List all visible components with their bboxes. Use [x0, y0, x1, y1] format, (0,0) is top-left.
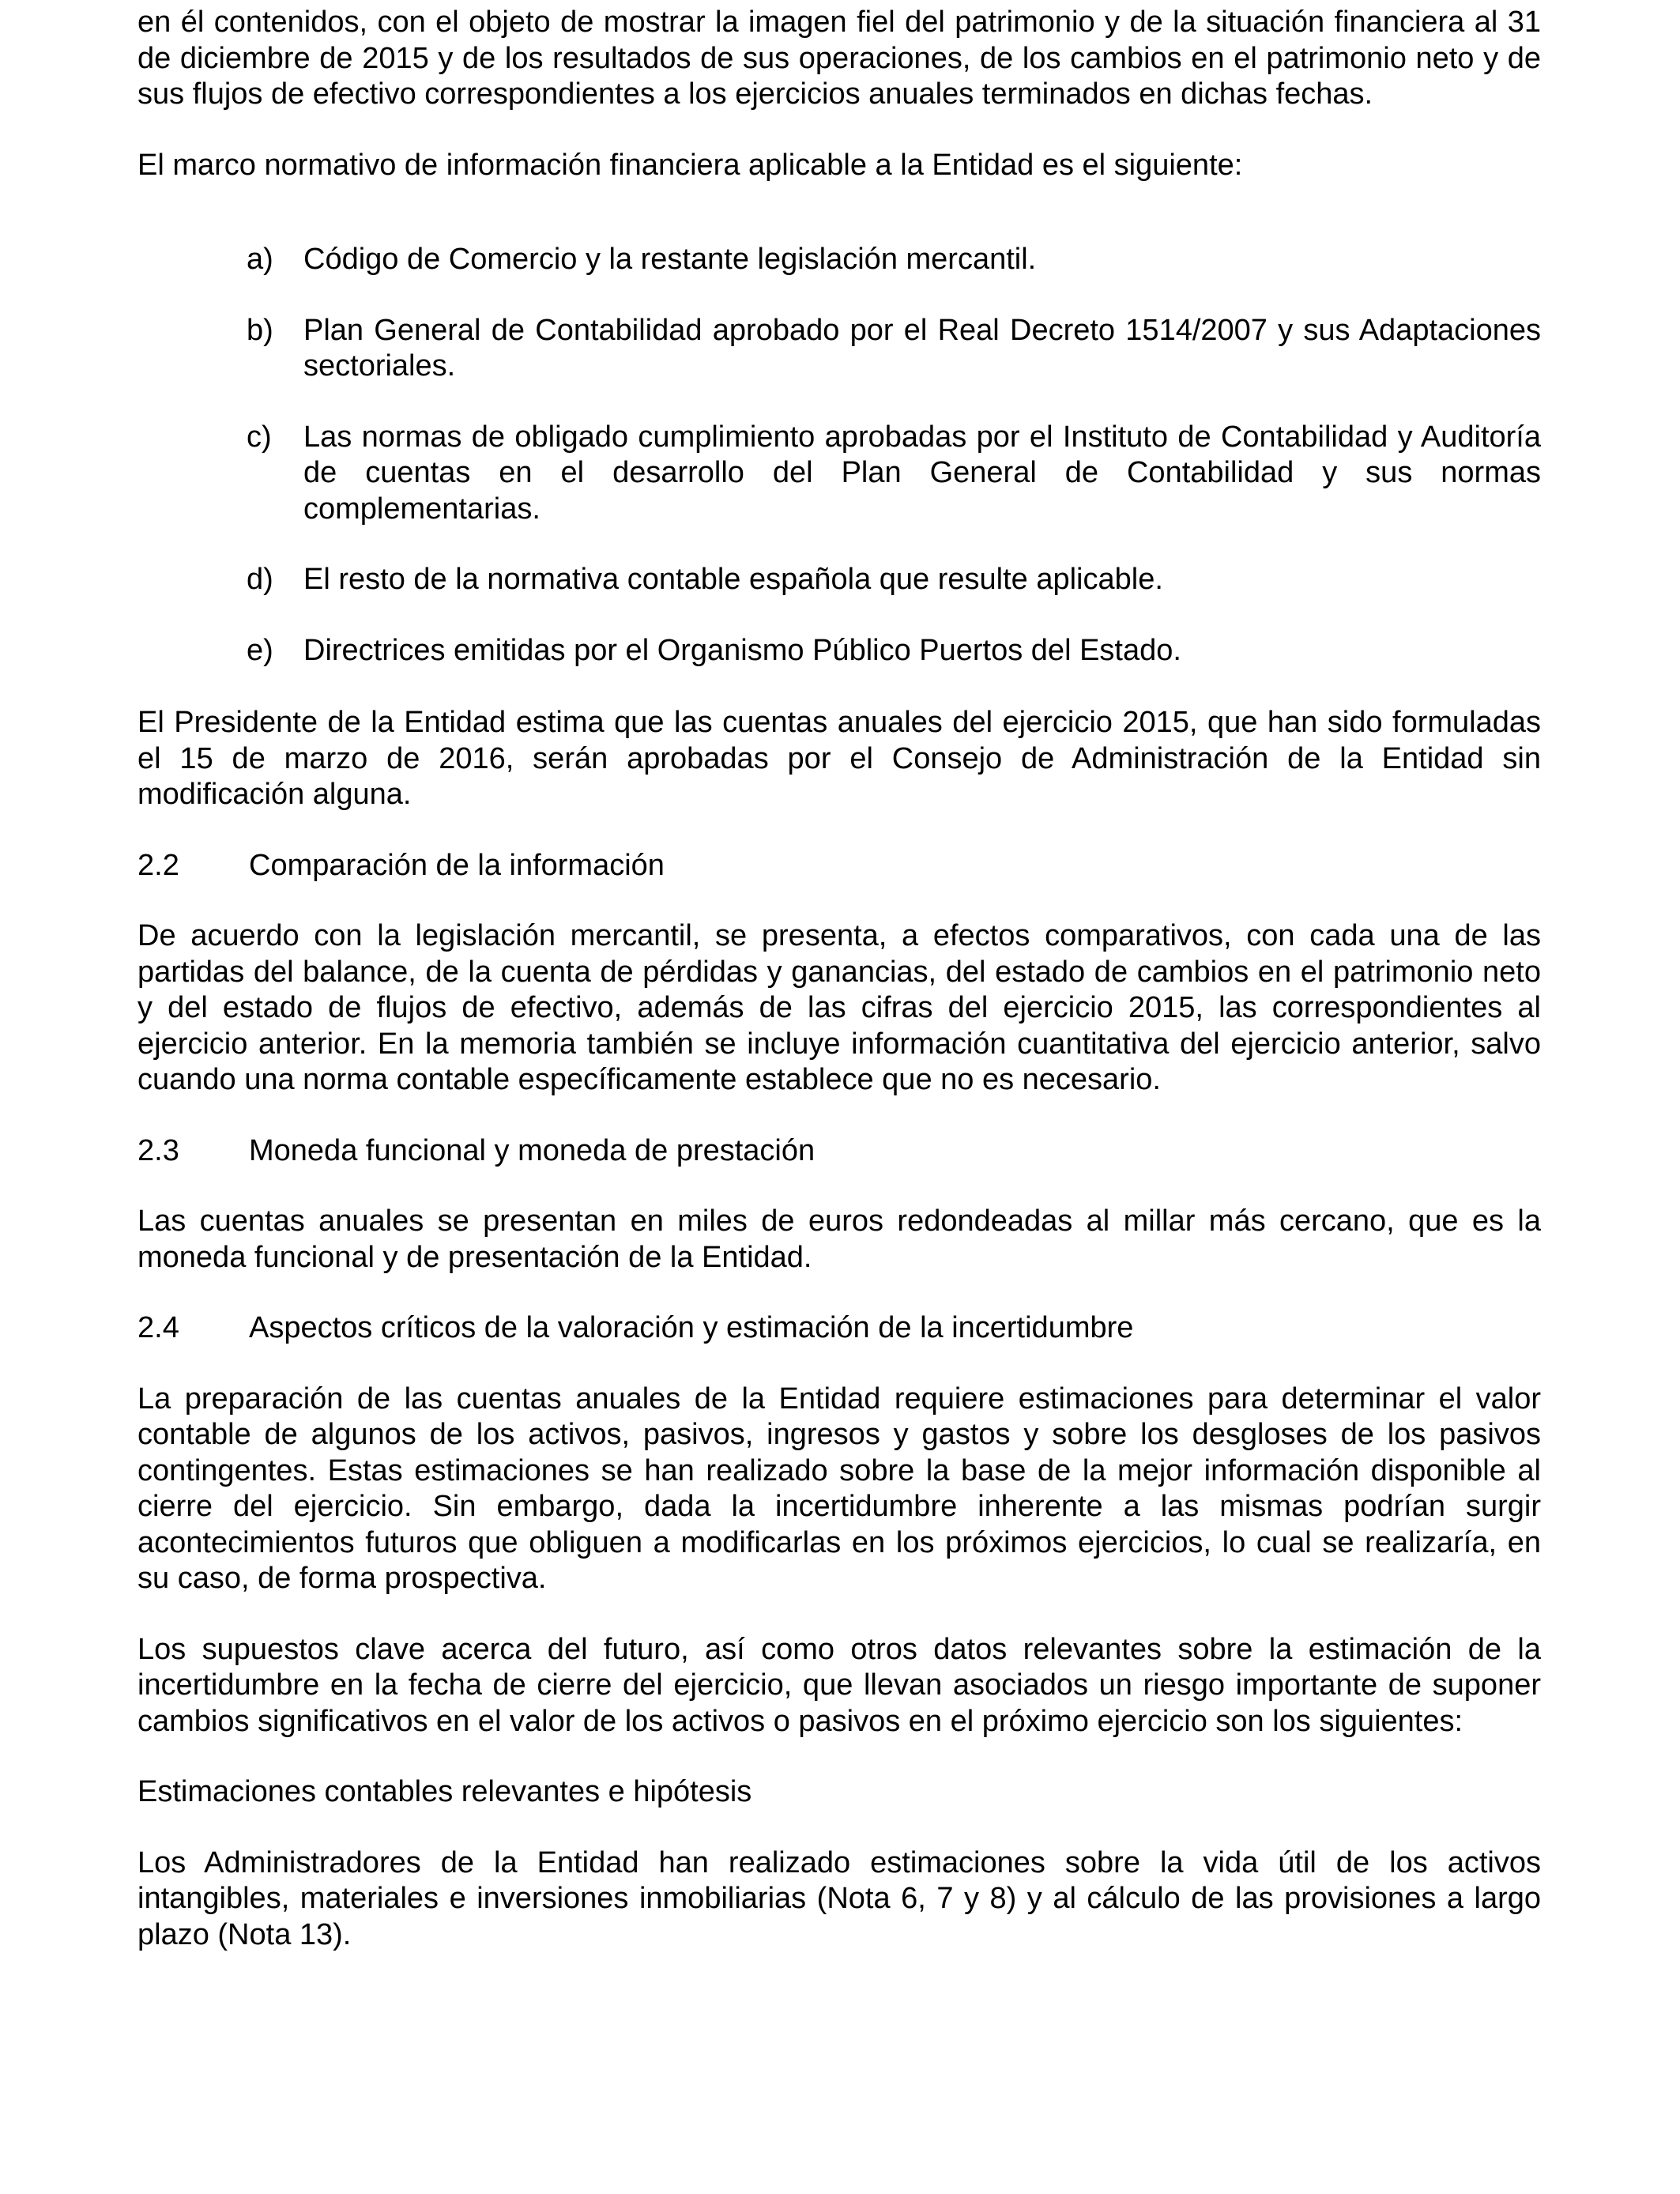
estimates-paragraph: La preparación de las cuentas anuales de la Entidad requiere estimaciones para determinar el valor contable de algunos de los activos, pasivos, ingresos y gastos y sobre los desgloses de los pasivos contingentes. Estas estimaciones se han realizado sobre la base de la mejor información disponible al cierre del ejercicio. Sin embargo, dada la incertidumbre inherente a las mismas podrían surgir acontecimientos futuros que obliguen a modificarlas en los próximos ejercicios, lo cual se realizaría, en su caso, de forma prospectiva. [137, 1382, 1541, 1595]
framework-list [137, 242, 1541, 669]
list-marker: b) [247, 313, 273, 347]
list-item [247, 633, 1541, 669]
section-heading-2-2 [137, 848, 1541, 884]
section-title: Moneda funcional y moneda de prestación [249, 1133, 816, 1167]
section-number: 2.3 [137, 1133, 179, 1167]
section-number: 2.4 [137, 1311, 179, 1344]
list-item [247, 562, 1541, 598]
list-item-text: Las normas de obligado cumplimiento aprobadas por el Instituto de Contabilidad y Auditoría de cuentas en el desarrollo del Plan General de Contabilidad y sus normas complementarias. [303, 420, 1541, 526]
list-item [247, 242, 1541, 278]
section-title: Aspectos críticos de la valoración y estimación de la incertidumbre [249, 1311, 1134, 1344]
list-item-text: Plan General de Contabilidad aprobado por el Real Decreto 1514/2007 y sus Adaptaciones sectoriales. [303, 313, 1541, 383]
subsection-title: Estimaciones contables relevantes e hipótesis [137, 1775, 752, 1808]
list-item-text: Directrices emitidas por el Organismo Público Puertos del Estado. [303, 633, 1181, 667]
list-item [247, 420, 1541, 528]
framework-intro-paragraph: El marco normativo de información financiera aplicable a la Entidad es el siguiente: [137, 148, 1243, 182]
section-heading-2-3 [137, 1133, 1541, 1170]
currency-paragraph: Las cuentas anuales se presentan en miles de euros redondeadas al millar más cercano, que es la moneda funcional y de presentación de la Entidad. [137, 1204, 1541, 1274]
intro-paragraph: en él contenidos, con el objeto de mostrar la imagen fiel del patrimonio y de la situación financiera al 31 de diciembre de 2015 y de los resultados de sus operaciones, de los cambios en el patrimonio neto y de sus flujos de efectivo correspondientes a los ejercicios anuales terminados en dichas fechas. [137, 6, 1541, 111]
administrators-paragraph: Los Administradores de la Entidad han realizado estimaciones sobre la vida útil de los activos intangibles, materiales e inversiones inmobiliarias (Nota 6, 7 y 8) y al cálculo de las provisiones a largo plazo (Nota 13). [137, 1845, 1541, 1951]
section-heading-2-4 [137, 1310, 1541, 1347]
list-marker: a) [247, 243, 273, 276]
section-number: 2.2 [137, 848, 179, 882]
document-page [137, 5, 1541, 1953]
list-item-text: Código de Comercio y la restante legislación mercantil. [303, 243, 1037, 276]
list-marker: d) [247, 563, 273, 596]
section-title: Comparación de la información [249, 848, 665, 882]
president-paragraph: El Presidente de la Entidad estima que las cuentas anuales del ejercicio 2015, que han sido formuladas el 15 de marzo de 2016, serán aprobadas por el Consejo de Administración de la Entidad sin modificación alguna. [137, 706, 1541, 811]
key-assumptions-paragraph: Los supuestos clave acerca del futuro, así como otros datos relevantes sobre la estimación de la incertidumbre en la fecha de cierre del ejercicio, que llevan asociados un riesgo importante de suponer cambios significativos en el valor de los activos o pasivos en el próximo ejercicio son los siguientes: [137, 1632, 1541, 1738]
comparison-paragraph: De acuerdo con la legislación mercantil, se presenta, a efectos comparativos, con cada una de las partidas del balance, de la cuenta de pérdidas y ganancias, del estado de cambios en el patrimonio neto y del estado de flujos de efectivo, además de las cifras del ejercicio 2015, las correspondientes al ejercicio anterior. En la memoria también se incluye información cuantitativa del ejercicio anterior, salvo cuando una norma contable específicamente establece que no es necesario. [137, 919, 1541, 1096]
list-marker: c) [247, 420, 272, 454]
list-marker: e) [247, 633, 273, 667]
list-item [247, 313, 1541, 385]
list-item-text: El resto de la normativa contable española que resulte aplicable. [303, 563, 1163, 596]
